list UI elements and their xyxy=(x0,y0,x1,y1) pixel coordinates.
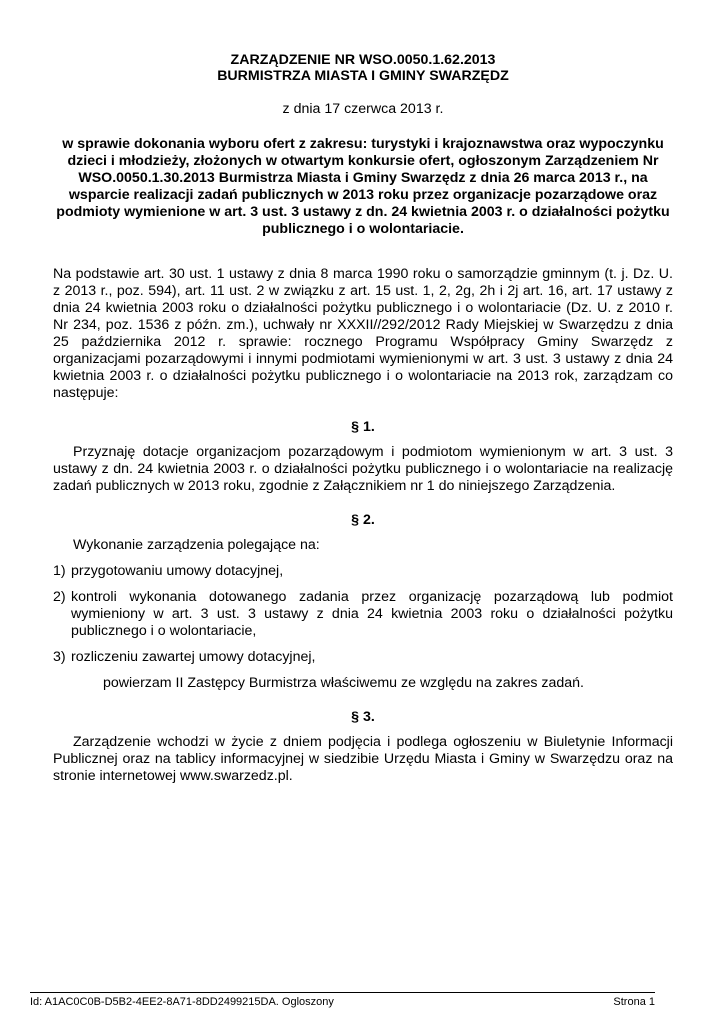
section-2-heading: § 2. xyxy=(351,512,375,528)
section-3-text: Zarządzenie wchodzi w życie z dniem podjęcia i podlega ogłoszeniu w Biuletynie Informacji Publicznej oraz na tablicy informacyjnej w siedzibie Urzędu Miasta i Gminy w Swarzędzu oraz na stronie internetowej www.swarzedz.pl. xyxy=(53,734,673,784)
list-item-number: 3) xyxy=(53,649,66,665)
list-item-text: przygotowaniu umowy dotacyjnej, xyxy=(71,563,284,579)
section-3-heading: § 3. xyxy=(351,709,375,725)
footer-page-number: Strona 1 xyxy=(613,996,655,1008)
document-date: z dnia 17 czerwca 2013 r. xyxy=(282,101,444,117)
list-item-text: rozliczeniu zawartej umowy dotacyjnej, xyxy=(71,649,316,665)
title-line-2: BURMISTRZA MIASTA I GMINY SWARZĘDZ xyxy=(217,68,509,84)
title-line-1: ZARZĄDZENIE NR WSO.0050.1.62.2013 xyxy=(230,52,496,68)
document-page xyxy=(53,52,673,785)
list-item-text: kontroli wykonania dotowanego zadania przez organizację pozarządową lub podmiot wymieniony w art. 3 ust. 3 ustawy z dnia 24 kwietnia 2003 roku o działalności pożytku publicznego i o wolontariacie, xyxy=(71,589,673,639)
footer-document-id: Id: A1AC0C0B-D5B2-4EE2-8A71-8DD2499215DA. Ogloszony xyxy=(30,996,334,1008)
document-subject: w sprawie dokonania wyboru ofert z zakresu: turystyki i krajoznawstwa oraz wypoczynku dzieci i młodzieży, złożonych w otwartym konkursie ofert, ogłoszonym Zarządzeniem Nr WSO.0050.1.30.2013 Burmistrza Miasta i Gminy Swarzędz z dnia 26 marca 2013 r., na wsparcie realizacji zadań publicznych w 2013 roku przez organizacje pozarządowe oraz podmioty wymienione w art. 3 ust. 3 ustawy z dn. 24 kwietnia 2003 r. o działalności pożytku publicznego i o wolontariacie. xyxy=(56,136,670,237)
list-item-number: 2) xyxy=(53,589,66,605)
list-item xyxy=(53,649,673,666)
section-1-heading: § 1. xyxy=(351,419,375,435)
section-2-list xyxy=(53,563,673,666)
list-item-number: 1) xyxy=(53,563,66,579)
section-2-intro: Wykonanie zarządzenia polegające na: xyxy=(73,537,320,553)
list-item xyxy=(53,563,673,580)
preamble: Na podstawie art. 30 ust. 1 ustawy z dnia 8 marca 1990 roku o samorządzie gminnym (t. j. Dz. U. z 2013 r., poz. 594), art. 11 ust. 2 w związku z art. 15 ust. 1, 2, 2g, 2h i 2j art. 16, art. 17 ustawy z dnia 24 kwietnia 2003 roku o działalności pożytku publicznego i o wolontariacie (Dz. U. z 2010 r. Nr 234, poz. 1536 z późn. zm.), uchwały nr XXXII//292/2012 Rady Miejskiej w Swarzędzu z dnia 25 października 2012 r. sprawie: rocznego Programu Współpracy Gminy Swarzędz z organizacjami pozarządowymi i innymi podmiotami wymienionymi w art. 3 ust. 3 ustawy z dnia 24 kwietnia 2003 r. o działalności pożytku publicznego i o wolontariacie na 2013 rok, zarządzam co następuje: xyxy=(53,266,673,401)
list-item xyxy=(53,589,673,640)
section-2-entrust: powierzam II Zastępcy Burmistrza właściwemu ze względu na zakres zadań. xyxy=(103,675,584,691)
document-title xyxy=(53,52,673,84)
page-footer xyxy=(30,992,655,1009)
section-1-text: Przyznaję dotacje organizacjom pozarządowym i podmiotom wymienionym w art. 3 ust. 3 ustawy z dn. 24 kwietnia 2003 r. o działalności pożytku publicznego i o wolontariacie na realizację zadań publicznych w 2013 roku, zgodnie z Załącznikiem nr 1 do niniejszego Zarządzenia. xyxy=(53,444,673,494)
